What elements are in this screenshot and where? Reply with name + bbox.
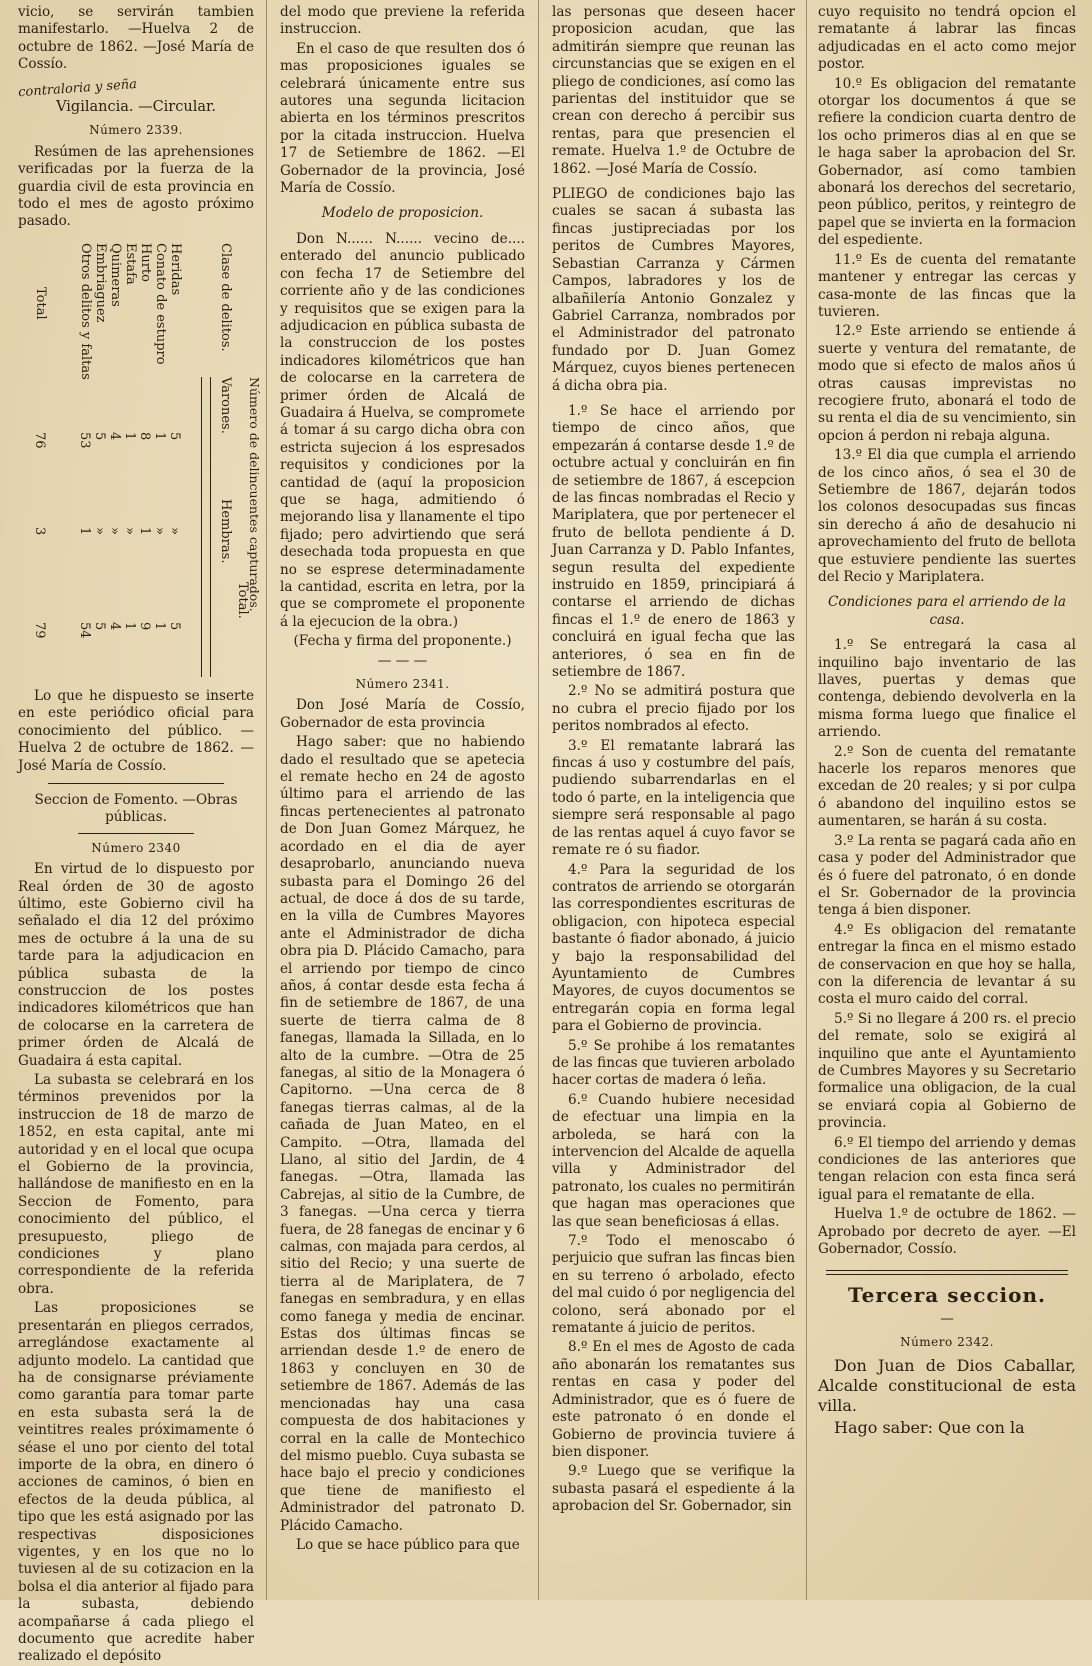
- paragraph: 13.º El dia que cumpla el arriendo de los cinco años, ó sea el 30 de Setiembre de 1867, dejarán todos los colonos desocupadas sus fincas sin derecho á año de desahucio ni aprovechamiento del fruto de bellota que estuviere pendiente las suertes del Recio y Mariplatera.: [818, 447, 1076, 585]
- paragraph: cuyo requisito no tendrá opcion el rematante á labrar las fincas adjudicadas en el acto como mejor postor.: [818, 4, 1076, 73]
- table-divider: [210, 377, 211, 677]
- column-rule: [266, 0, 267, 1600]
- table-cell-hembras: »: [92, 526, 107, 535]
- paragraph: Don N...... N...... vecino de.... enterado del anuncio publicado con fecha 17 de Setiembre del corriente año y de las condiciones y requisitos que se exigen para la adjudicacion en pública subasta de la construccion de los postes indicadores kilométricos que han de colocarse en la carretera de primer órden de Alcalá de Guadaira á Huelva, se compromete á tomar á su cargo dicha obra con estricta sujecion á los espresados requisitos y condiciones por la cantidad de (aquí la proposicion que se haga, admitiendo ó mejorando lisa y llanamente el tipo fijado; pero advirtiendo que será desechada toda propuesta en que no se esprese determinadamente la cantidad, escrita en letra, por la que se compromete el proponente á la ejecucion de la obra.): [280, 230, 525, 630]
- section-heading: Seccion de Fomento. —Obras públicas.: [34, 791, 238, 826]
- section-heading: Tercera seccion.: [848, 1283, 1046, 1308]
- table-cell-varones: 4: [107, 431, 122, 441]
- paragraph: 5.º Se prohibe á los rematantes de las fincas que tuvieren arbolado hacer cortas de madera ó leña.: [552, 1037, 795, 1089]
- paragraph: 10.º Es obligacion del rematante otorgar los documentos á que se refiere la condicion cuarta dentro de los ocho primeros dias al en que se le haga saber la aprobacion del Sr. Gobernador, así como tambien abonará los derechos del secretario, peon público, peritos, y reintegro de papel que se invierta en la formacion del espediente.: [818, 75, 1076, 249]
- paragraph: 7.º Todo el menoscabo ó perjuicio que sufran las fincas bien en su terreno ó arbolado, efecto del mal cuido ó por negligencia del colono, será abonado por el rematante á juicio de peritos.: [552, 1233, 795, 1337]
- table-row-label: Quimeras: [108, 242, 123, 307]
- table-cell-total: 5: [92, 621, 107, 631]
- table-cell-hembras: »: [167, 526, 182, 535]
- paragraph: Don José María de Cossío, Gobernador de esta provincia: [280, 697, 525, 731]
- table-cell-varones: 5: [92, 431, 107, 441]
- paragraph: 6.º El tiempo del arriendo y demas condiciones de las anteriores que tengan relacion con esta finca será igual para el rematante de ella.: [818, 1134, 1076, 1203]
- paragraph: 3.º El rematante labrará las fincas á uso y costumbre del país, pudiendo subarrendarlas en el todo ó parte, en la inteligencia que siempre será responsable al pago de las rentas aquel á cuyo favor se remate re ó su fiador.: [552, 737, 795, 859]
- table-cell-varones: 1: [152, 431, 167, 441]
- separator: — — —: [377, 652, 428, 669]
- paragraph: 1.º Se hace el arriendo por tiempo de cinco años, que empezarán á contarse desde 1.º de octubre actual y concluirán en fin de setiembre de 1867, á escepcion de las fincas nombradas el Recio y Mariplatera, que por pertenecer el fruto de bellota pendiente á D. Juan Carranza y D. Pablo Infantes, segun resulta del expediente instruido en 1859, principiará á contarse el arriendo de dichas fincas el 1.º de enero de 1863 y concluirá en igual fecha que las anteriores, ó sea en fin de setiembre de 1867.: [552, 402, 795, 681]
- column-2: [280, 4, 525, 1594]
- table-cell-varones: 5: [167, 431, 182, 441]
- paragraph: 11.º Es de cuenta del rematante mantener y entregar las cercas y casa-monte de las fincas que la tuvieren.: [818, 251, 1076, 320]
- table-cell-varones: 1: [122, 431, 137, 441]
- table-row-label: Heridas: [168, 242, 183, 296]
- paragraph: 4.º Para la seguridad de los contratos de arriendo se otorgarán las correspondientes escrituras de obligacion, con hipoteca especial bastante ó fiador abonado, á juicio y bajo la responsabilidad del Ayuntamiento de Cumbres Mayores, de cuyos documentos se entregarán copia en forma legal para el Gobierno de provincia.: [552, 861, 795, 1035]
- table-cell-hembras: »: [152, 526, 167, 535]
- handwritten-signature: contraloria y seña: [17, 76, 138, 100]
- paragraph: 2.º No se admitirá postura que no cubra el precio fijado por los peritos nombrados al efecto.: [552, 683, 795, 735]
- paragraph: 5.º Si no llegare á 200 rs. el precio del remate, solo se exigirá al inquilino que ante el Ayuntamiento de Cumbres Mayores y su Secretario formalice una obligacion, de la cual se enviará copia al Gobierno de provincia.: [818, 1010, 1076, 1132]
- table-row-label: Hurto: [138, 242, 153, 282]
- notice-number: Número 2339.: [89, 123, 183, 138]
- paragraph: 9.º Luego que se verifique la subasta pasará el espediente á la aprobacion del Sr. Gobernador, sin: [552, 1463, 795, 1515]
- table-cell-varones: 8: [137, 431, 152, 441]
- table-cell-total: 1: [152, 621, 167, 631]
- paragraph: Lo que se hace público para que: [296, 1536, 520, 1553]
- table-cell-total: 79: [32, 621, 47, 639]
- paragraph: 8.º En el mes de Agosto de cada año abonarán los rematantes sus rentas en casa y poder del Administrador, que es ó fuere de este patronato ó en donde el Gobierno de provincia tuviere á bien disponer.: [552, 1339, 795, 1460]
- table-cell-total: 4: [107, 621, 122, 631]
- paragraph: La subasta se celebrará en los términos prevenidos por la instruccion de 18 de marzo de 1852, en esta capital, ante mi autoridad y en el local que ocupa el Gobierno de la provincia, hallándose de manifiesto en en la Seccion de Fomento, para conocimiento del público, el presupuesto, pliego de condiciones y plano correspondiente de la referida obra.: [18, 1072, 254, 1297]
- notice-number: Número 2341.: [355, 677, 450, 692]
- table-cell-hembras: 1: [137, 526, 152, 536]
- table-cell-varones: 53: [77, 431, 92, 449]
- table-row-label: Embriaguez: [93, 242, 108, 323]
- subheading: Modelo de proposicion.: [321, 205, 484, 222]
- separator-rule: [826, 1270, 1068, 1275]
- table-subheader-total: Total.: [235, 581, 250, 619]
- paragraph: En virtud de lo dispuesto por Real órden de 30 de agosto último, este Gobierno civil ha señalado el dia 12 del próximo mes de octubre á la una de su tarde para la adjudicacion en pública subasta de la construccion de los postes indicadores kilométricos que han de colocarse en la carretera de primer órden de Alcalá de Guadaira á esta capital.: [18, 861, 254, 1069]
- column-3: [552, 4, 795, 1594]
- table-row-label: Total: [33, 286, 48, 320]
- paragraph: (Fecha y firma del proponente.): [293, 633, 512, 650]
- table-subheader-hembras: Hembras.: [218, 498, 233, 564]
- column-rule: [806, 0, 807, 1600]
- table-row-label: Otros delitos y faltas: [78, 242, 93, 380]
- table-cell-hembras: 1: [77, 526, 92, 536]
- paragraph: En el caso de que resulten dos ó mas proposiciones iguales se celebrará únicamente entre sus autores una segunda licitacion abierta en los términos prescritos por la citada instruccion. Huelva 17 de Setiembre de 1862. —El Gobernador de la provincia, José María de Cossío.: [280, 40, 525, 197]
- table-cell-total: 5: [167, 621, 182, 631]
- paragraph: Hago saber: que no habiendo dado el resultado que se apetecia el remate hecho en 24 de agosto último para el arriendo de las fincas pertenecientes al patronato de Don Juan Gomez Márquez, he acordado en el dia de ayer desaprobarlo, anunciando nueva subasta para el Domingo 26 del actual, de doce á dos de su tarde, en la villa de Cumbres Mayores ante el Administrador de dicha obra pia D. Plácido Camacho, para el arriendo por tiempo de cinco años, á contar desde esta fecha á fin de setiembre de 1867, de una suerte de tierra calma de 8 fanegas, llamada la Sillada, en lo alto de la cumbre. —Otra de 25 fanegas, al sitio de la Monagera ó Capitorno. —Una cerca de 8 fanegas tierras calmas, al de la cañada de Juan Mateo, en el Campito. —Otra, llamada del Llano, al sitio del Jardin, de 4 fanegas. —Otra, llamada las Cabrejas, al sitio de la Cumbre, de 3 fanegas. —Una cerca y tierra fuera, de 28 fanegas de encinar y 6 calmas, con majada para cerdos, al sitio del Recio; y una suerte de tierra al de Mariplatera, de 7 fanegas en sembradura, y en ellas como fanega y media de encinar. Estas dos últimas fincas se arriendan desde 1.º de enero de 1863 y concluyen en 30 de setiembre de 1867. Además de las mencionadas hay una casa compuesta de dos habitaciones y corral en la calle de Montechico del mismo pueblo. Cuya subasta se hace bajo el precio y condiciones que tiene de manifiesto el Administrador del patronato D. Plácido Camacho.: [280, 734, 525, 1534]
- table-cell-hembras: »: [122, 526, 137, 535]
- paragraph: Las proposiciones se presentarán en pliegos cerrados, arreglándose exactamente al adjunto modelo. La cantidad que ha de consignarse préviamente como garantía para tomar parte en esta subasta será la de veintitres reales próximamente ó séase el uno por ciento del total importe de la obra, en dinero ó acciones de caminos, ó bien en efectos de la deuda pública, al tipo que les está asignado por las respectivas disposiciones vigentes, y en los que no lo tuviesen al de su cotizacion en la bolsa el dia anterior al fijado para la subasta, debiendo acompañarse á cada pliego el documento que acredite haber realizado el depósito: [18, 1300, 254, 1665]
- column-rule: [538, 0, 539, 1600]
- table-cell-hembras: 3: [32, 526, 47, 536]
- separator: —: [940, 1310, 954, 1327]
- paragraph: 3.º La renta se pagará cada año en casa y poder del Administrador que és ó fuere del patronato, ó en donde el Sr. Gobernador de la provincia tenga á bien disponer.: [818, 832, 1076, 919]
- table-row-label: Estafa: [123, 242, 138, 285]
- notice-number: Número 2342.: [900, 1335, 994, 1350]
- table-cell-hembras: »: [107, 526, 122, 535]
- paragraph: Don Juan de Dios Caballar, Alcalde constitucional de esta villa.: [818, 1355, 1076, 1415]
- table-cell-total: 54: [77, 621, 92, 639]
- column-4: [818, 4, 1076, 1594]
- paragraph: 12.º Este arriendo se entiende á suerte y ventura del rematante, de modo que si efecto de malos años ú otras causas imprevistas no recogiere fruto, abonará el todo de su renta el dia de su vencimiento, sin opcion á perdon ni rebaja alguna.: [818, 323, 1076, 444]
- paragraph: 1.º Se entregará la casa al inquilino bajo inventario de las llaves, puertas y demas que contenga, debiendo devolverla en la misma forma luego que finalice el arriendo.: [818, 637, 1076, 741]
- table-divider: [201, 377, 202, 677]
- separator-rule: [78, 833, 194, 834]
- paragraph: del modo que previene la referida instruccion.: [280, 4, 525, 38]
- table-column-header: Clase de delitos.: [218, 242, 233, 352]
- separator-rule: [48, 783, 224, 784]
- subheading: Condiciones para el arriendo de la casa.: [827, 594, 1067, 628]
- paragraph: Huelva 1.º de octubre de 1862. —Aprobado por decreto de ayer. —El Gobernador, Cossío.: [818, 1206, 1076, 1258]
- table-cell-total: 9: [137, 621, 152, 631]
- table-subheader-varones: Varones.: [218, 376, 233, 434]
- paragraph: 6.º Cuando hubiere necesidad de efectuar una limpia en la arboleda, se hará con la intervencion del Alcalde de aquella villa y Administrador del patronato, los cuales no permitirán que hagan mas operaciones que las que sean beneficiosas á ellas.: [552, 1091, 796, 1230]
- paragraph: Resúmen de las aprehensiones verificadas por la fuerza de la guardia civil de esta provincia en todo el mes de agosto próximo pasado.: [18, 143, 254, 230]
- paragraph: las personas que deseen hacer proposicion acudan, que las admitirán siempre que reunan las circunstancias que se exigen en el pliego de condiciones, así como las parientas del instituidor que se crean con derecho á percibir sus rentas, para que presencien el remate. Huelva 1.º de Octubre de 1862. —José María de Cossío.: [552, 4, 795, 177]
- paragraph: 4.º Es obligacion del rematante entregar la finca en el mismo estado de conservacion en que hoy se halla, con la diferencia de levantar á su costa el muro caido del corral.: [818, 921, 1076, 1008]
- table-cell-varones: 76: [32, 431, 47, 449]
- paragraph: Hago saber: Que con la: [834, 1417, 1025, 1437]
- table-group-header: Número de delincuentes capturados.: [247, 376, 262, 612]
- notice-number: Número 2340: [91, 840, 181, 855]
- paragraph: Lo que he dispuesto se inserte en este periódico oficial para conocimiento del público. —Huelva 2 de octubre de 1862. —José María de Cossío.: [18, 687, 254, 774]
- section-heading: Vigilancia. —Circular.: [56, 99, 216, 116]
- table-row-label: Conato de estupro: [153, 242, 168, 365]
- column-1: [17, 4, 262, 1665]
- paragraph: PLIEGO de condiciones bajo las cuales se sacan á subasta las fincas justipreciadas por los peritos de Cumbres Mayores, Sebastian Carranza y Cármen Campos, labradores y los de albañilería Antonio Gonzalez y Gabriel Carranza, nombrados por el Administrador del patronato fundado por D. Juan Gomez Márquez, cuyos bienes pertenecen á dicha obra pia.: [552, 186, 795, 394]
- paragraph: 2.º Son de cuenta del rematante hacerle los reparos menores que excedan de 20 reales; y si por culpa ó abandono del inquilino estos se aumentaren, se harán á su costa.: [818, 743, 1076, 830]
- apprehensions-table: [18, 237, 262, 682]
- table-cell-total: 1: [122, 621, 137, 631]
- paragraph: vicio, se servirán tambien manifestarlo. —Huelva 2 de octubre de 1862. —José María de Cossío.: [18, 4, 254, 73]
